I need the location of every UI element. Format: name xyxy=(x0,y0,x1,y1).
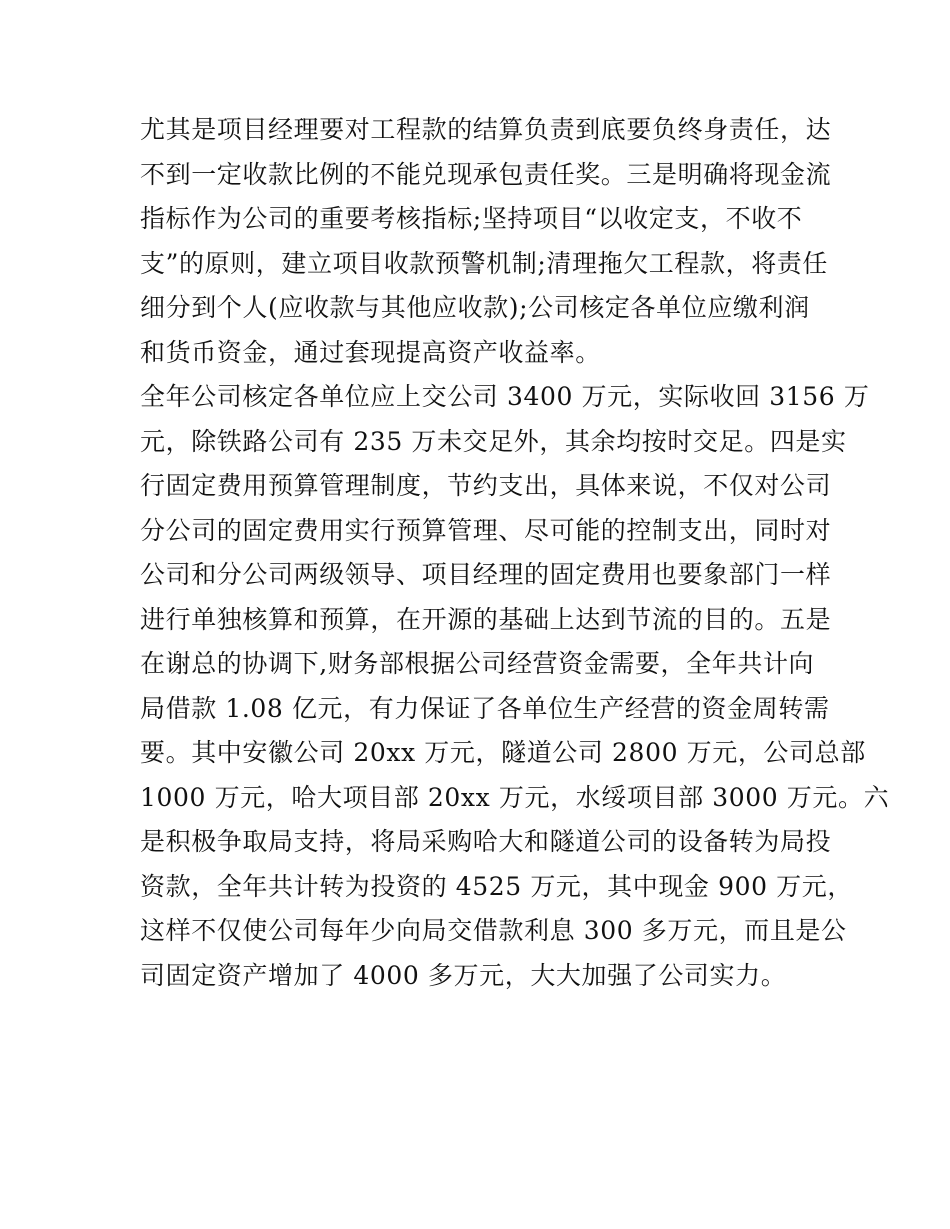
text-line: 1000 万元，哈大项目部 20xx 万元，水绥项目部 3000 万元。六 xyxy=(140,782,890,812)
text-line: 行固定费用预算管理制度，节约支出，具体来说，不仅对公司 xyxy=(140,471,832,500)
text-line: 元，除铁路公司有 235 万未交足外，其余均按时交足。四是实 xyxy=(140,426,847,456)
text-line: 尤其是项目经理要对工程款的结算负责到底要负终身责任，达 xyxy=(140,115,832,144)
text-line: 进行单独核算和预算，在开源的基础上达到节流的目的。五是 xyxy=(140,604,832,634)
text-line: 和货币资金，通过套现提高资产收益率。 xyxy=(140,337,601,367)
text-line: 分公司的固定费用实行预算管理、尽可能的控制支出，同时对 xyxy=(140,515,832,545)
text-line: 公司和分公司两级领导、项目经理的固定费用也要象部门一样 xyxy=(140,560,832,589)
text-line: 资款，全年共计转为投资的 4525 万元，其中现金 900 万元， xyxy=(140,871,853,901)
text-line: 要。其中安徽公司 20xx 万元，隧道公司 2800 万元，公司总部 xyxy=(140,738,866,767)
text-line: 是积极争取局支持，将局采购哈大和隧道公司的设备转为局投 xyxy=(140,827,832,856)
text-line: 不到一定收款比例的不能兑现承包责任奖。三是明确将现金流 xyxy=(140,159,832,189)
text-line: 司固定资产增加了 4000 多万元，大大加强了公司实力。 xyxy=(140,960,787,990)
body-text xyxy=(140,108,890,998)
text-line: 支”的原则，建立项目收款预警机制;清理拖欠工程款，将责任 xyxy=(140,248,829,278)
text-line: 全年公司核定各单位应上交公司 3400 万元，实际收回 3156 万 xyxy=(140,382,870,411)
text-line: 细分到个人(应收款与其他应收款);公司核定各单位应缴利润 xyxy=(140,293,810,322)
text-line: 局借款 1.08 亿元，有力保证了各单位生产经营的资金周转需 xyxy=(140,693,830,723)
text-line: 在谢总的协调下,财务部根据公司经营资金需要，全年共计向 xyxy=(140,649,815,678)
text-line: 这样不仅使公司每年少向局交借款利息 300 多万元，而且是公 xyxy=(140,916,847,945)
text-line: 指标作为公司的重要考核指标;坚持项目“以收定支，不收不 xyxy=(140,204,803,233)
